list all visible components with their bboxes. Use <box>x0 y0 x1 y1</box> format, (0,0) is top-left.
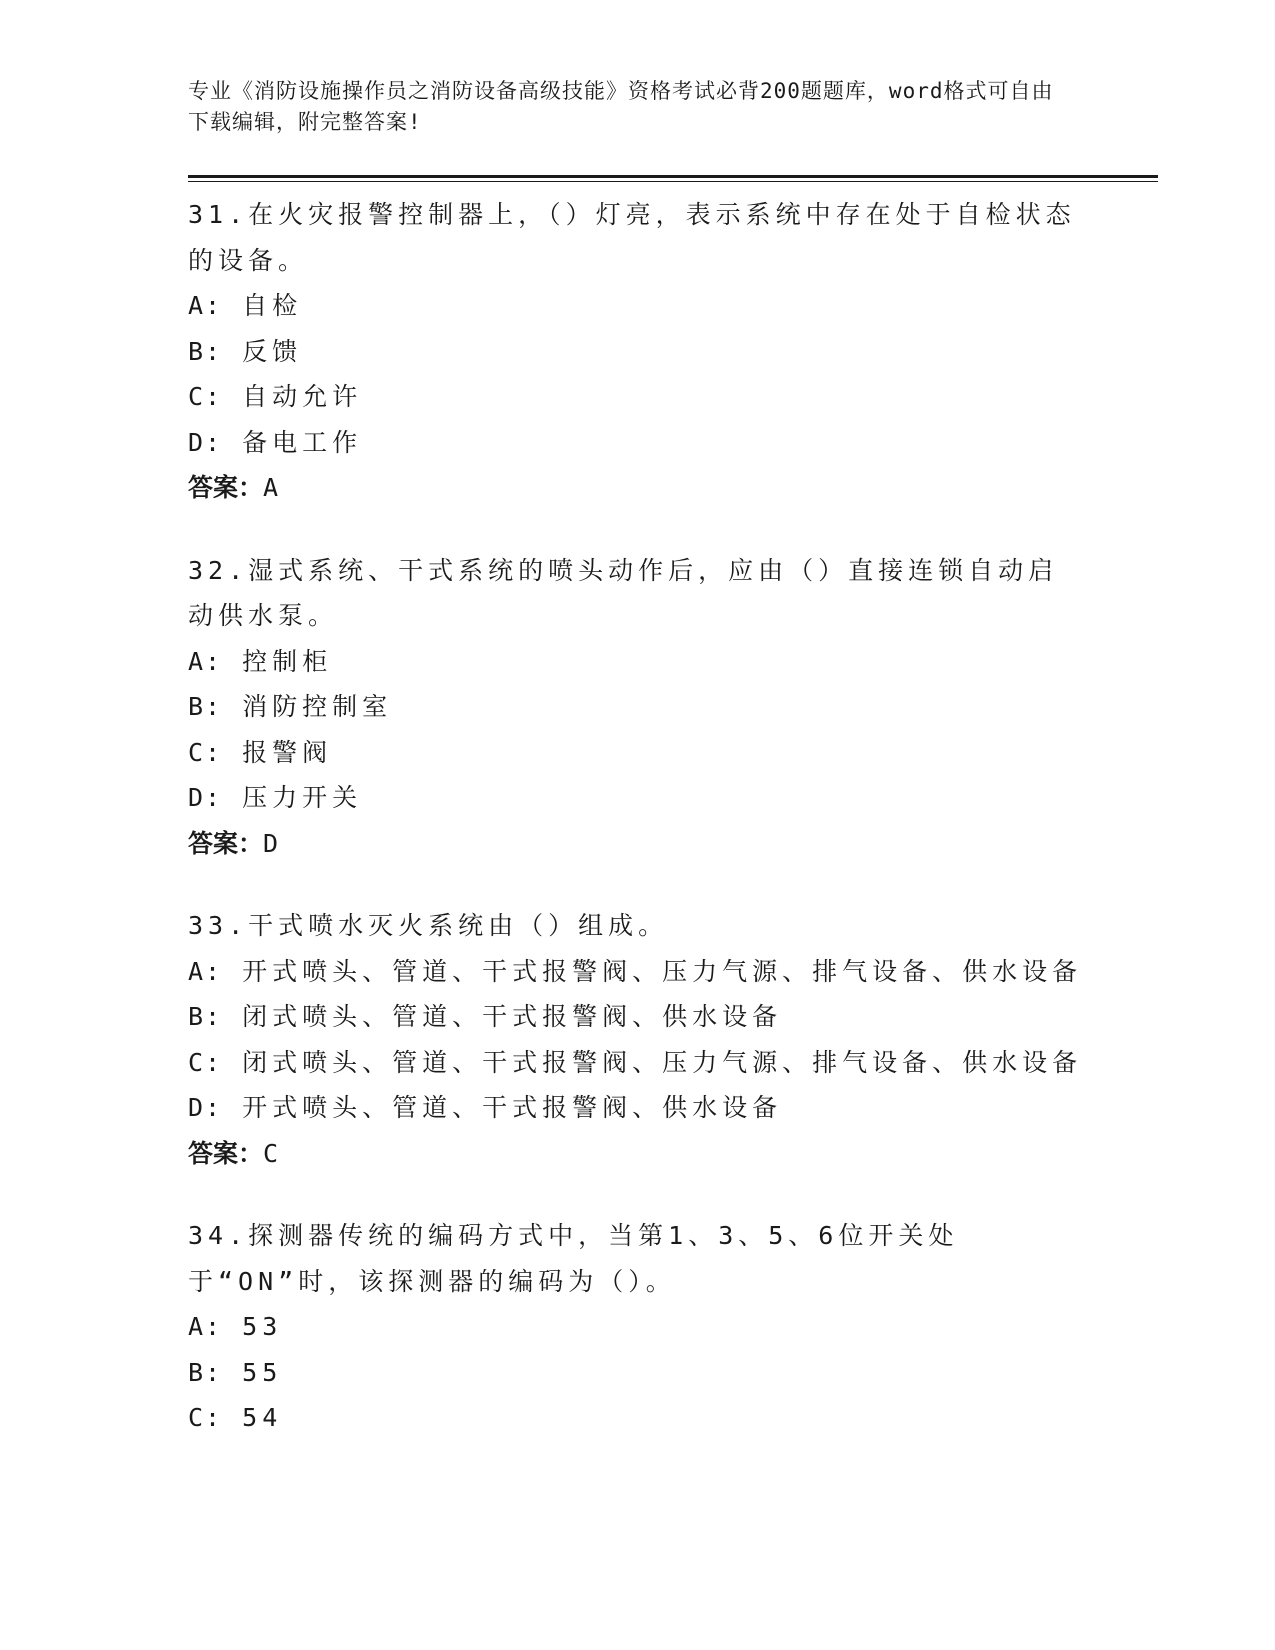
option-letter: A: <box>188 956 223 986</box>
option-b <box>188 329 1088 375</box>
answer-value: D <box>263 828 279 858</box>
option-letter: C: <box>188 1403 223 1432</box>
answer-line <box>188 821 1088 867</box>
question-stem: 31.在火灾报警控制器上，（）灯亮，表示系统中存在处于自检状态的设备。 <box>188 200 1076 275</box>
document-header: 专业《消防设施操作员之消防设备高级技能》资格考试必背200题题库，word格式可自由下载编辑，附完整答案! <box>188 79 1054 134</box>
option-letter: B: <box>188 1357 223 1387</box>
option-c <box>188 1040 1088 1086</box>
option-text: 自检 <box>242 291 303 320</box>
option-text: 控制柜 <box>242 646 333 676</box>
question-stem: 33.干式喷水灭火系统由（）组成。 <box>188 911 669 940</box>
option-a <box>188 949 1088 995</box>
option-a <box>188 1304 1088 1350</box>
option-text: 55 <box>242 1357 283 1387</box>
header-rule-thin <box>188 181 1158 182</box>
option-b <box>188 684 1088 730</box>
option-text: 54 <box>242 1403 283 1432</box>
option-letter: B: <box>188 692 223 721</box>
option-text: 消防控制室 <box>242 692 393 721</box>
question-stem: 32.湿式系统、干式系统的喷头动作后，应由（）直接连锁自动启动供水泵。 <box>188 555 1059 630</box>
option-d <box>188 1085 1088 1131</box>
option-letter: D: <box>188 1093 223 1122</box>
option-text: 闭式喷头、管道、干式报警阀、压力气源、排气设备、供水设备 <box>242 1047 1083 1077</box>
question-34 <box>188 1213 1088 1441</box>
answer-label: 答案： <box>188 828 264 858</box>
option-text: 报警阀 <box>242 737 333 767</box>
option-letter: D: <box>188 783 223 812</box>
option-text: 自动允许 <box>242 382 363 411</box>
answer-value: A <box>263 473 279 502</box>
answer-line <box>188 465 1088 511</box>
option-c <box>188 730 1088 776</box>
option-text: 闭式喷头、管道、干式报警阀、供水设备 <box>242 1002 783 1031</box>
option-letter: A: <box>188 646 223 676</box>
option-c <box>188 1395 1088 1441</box>
question-stem: 34.探测器传统的编码方式中，当第1、3、5、6位开关处于“ON”时，该探测器的编码为（）。 <box>188 1221 959 1296</box>
question-31 <box>188 192 1088 511</box>
option-text: 53 <box>242 1312 283 1341</box>
option-letter: C: <box>188 737 223 767</box>
option-text: 反馈 <box>242 336 303 366</box>
option-letter: C: <box>188 382 223 411</box>
option-text: 开式喷头、管道、干式报警阀、供水设备 <box>242 1093 783 1122</box>
answer-value: C <box>263 1138 279 1168</box>
header-rule-thick <box>188 175 1158 178</box>
option-text: 备电工作 <box>242 427 363 457</box>
option-a <box>188 283 1088 329</box>
option-b <box>188 1350 1088 1396</box>
option-letter: C: <box>188 1047 223 1077</box>
option-d <box>188 420 1088 466</box>
option-letter: B: <box>188 336 223 366</box>
answer-label: 答案： <box>188 1138 264 1168</box>
option-letter: A: <box>188 1312 223 1341</box>
option-a <box>188 639 1088 685</box>
option-letter: D: <box>188 427 223 457</box>
option-letter: A: <box>188 291 223 320</box>
question-33 <box>188 903 1088 1176</box>
option-text: 开式喷头、管道、干式报警阀、压力气源、排气设备、供水设备 <box>242 956 1083 986</box>
option-letter: B: <box>188 1002 223 1031</box>
question-32 <box>188 548 1088 867</box>
question-list <box>188 192 1088 1478</box>
option-d <box>188 775 1088 821</box>
option-text: 压力开关 <box>242 783 363 812</box>
answer-label: 答案： <box>188 473 264 502</box>
option-b <box>188 994 1088 1040</box>
answer-line <box>188 1131 1088 1177</box>
option-c <box>188 374 1088 420</box>
